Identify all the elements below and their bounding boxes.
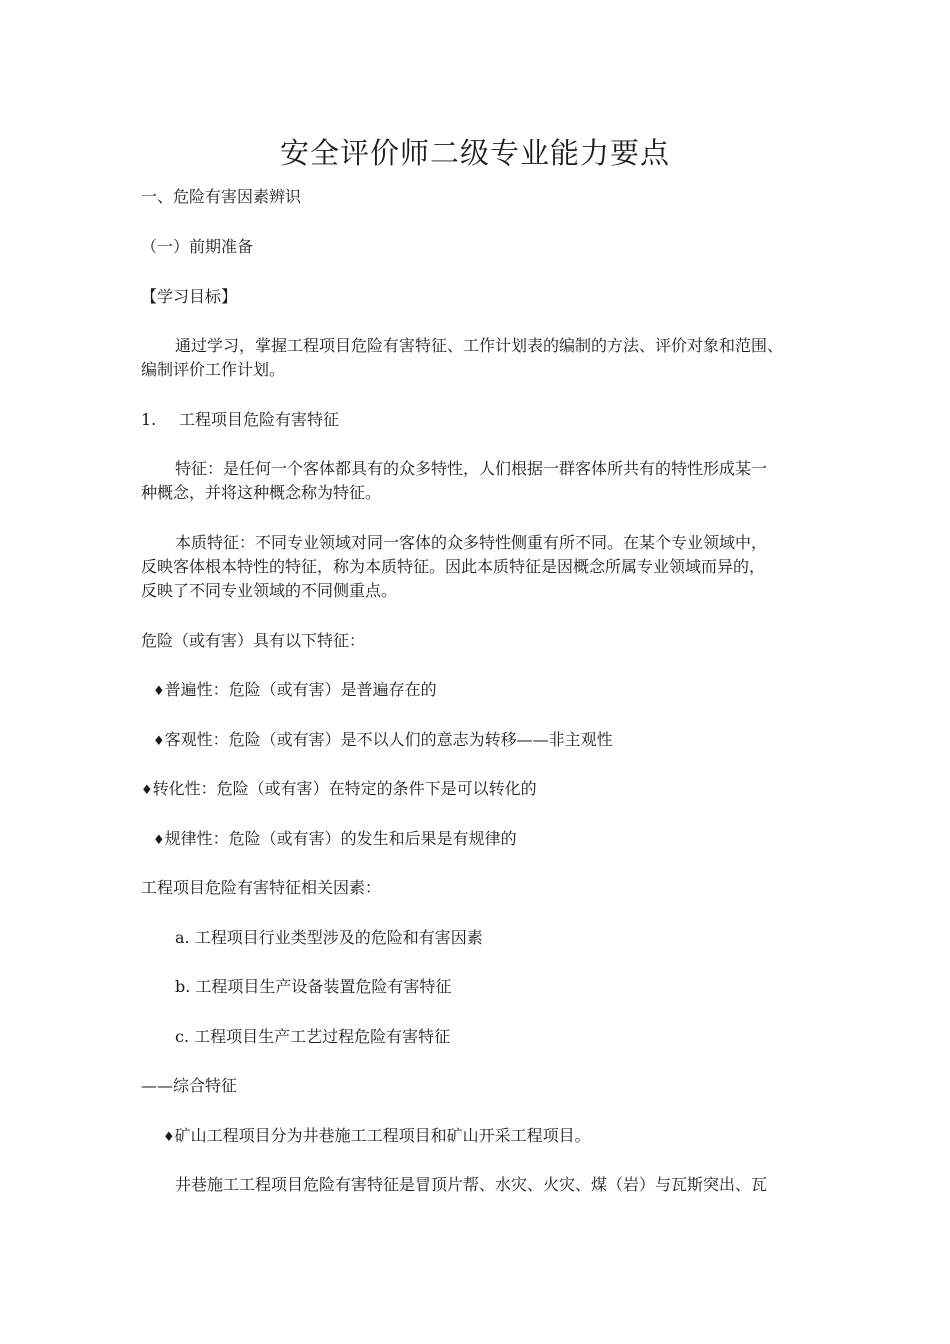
composite-feature: ——综合特征: [141, 1076, 238, 1095]
essential-feature-line-1: 本质特征：不同专业领域对同一客体的众多特性侧重有所不同。在某个专业领域中，: [175, 533, 768, 552]
factor-label: c.: [175, 1027, 190, 1046]
diamond-bullet-icon: ♦: [163, 1130, 175, 1145]
factor-text: 工程项目生产工艺过程危险有害特征: [194, 1027, 451, 1046]
bullet-text: 规律性：危险（或有害）的发生和后果是有规律的: [164, 829, 517, 848]
section-heading: 一、危险有害因素辨识: [141, 187, 302, 206]
objective-text-line-1: 通过学习，掌握工程项目危险有害特征、工作计划表的编制的方法、评价对象和范围、: [175, 336, 784, 355]
subsection-heading: （一）前期准备: [141, 237, 254, 256]
essential-feature-line-2: 反映客体根本特性的特征，称为本质特征。因此本质特征是因概念所属专业领域而异的，: [141, 557, 766, 576]
factor-text: 工程项目行业类型涉及的危险和有害因素: [194, 928, 483, 947]
bullet-text: 转化性：危险（或有害）在特定的条件下是可以转化的: [152, 779, 537, 798]
factor-label: b.: [175, 977, 191, 996]
factor-text: 工程项目生产设备装置危险有害特征: [195, 977, 452, 996]
diamond-bullet-icon: ♦: [153, 734, 165, 749]
factor-label: a.: [175, 928, 190, 947]
essential-feature-line-3: 反映了不同专业领域的不同侧重点。: [141, 581, 398, 600]
bullet-item: [141, 777, 537, 803]
feature-definition-line-2: 种概念，并将这种概念称为特征。: [141, 483, 382, 502]
bullet-text: 普遍性：危险（或有害）是普遍存在的: [164, 680, 437, 699]
factor-item: [175, 975, 451, 999]
item-heading: [141, 408, 339, 432]
bullet-text: 客观性：危险（或有害）是不以人们的意志为转移——非主观性: [164, 730, 613, 749]
feature-definition-line-1: 特征：是任何一个客体都具有的众多特性，人们根据一群客体所共有的特性形成某一: [175, 459, 768, 478]
mine-bullet-item: [163, 1124, 591, 1150]
bullet-item: [153, 728, 613, 754]
objective-heading: 【学习目标】: [141, 287, 238, 306]
bullet-item: [153, 827, 517, 853]
diamond-bullet-icon: ♦: [153, 684, 165, 699]
diamond-bullet-icon: ♦: [141, 783, 153, 798]
danger-features-intro: 危险（或有害）具有以下特征：: [141, 631, 366, 650]
item-title: 工程项目危险有害特征: [179, 410, 340, 429]
factor-item: [175, 1025, 450, 1049]
related-factors-intro: 工程项目危险有害特征相关因素：: [141, 878, 382, 897]
diamond-bullet-icon: ♦: [153, 833, 165, 848]
page-title: 安全评价师二级专业能力要点: [279, 136, 670, 170]
objective-text-line-2: 编制评价工作计划。: [141, 360, 286, 379]
shaft-text-line-1: 井巷施工工程项目危险有害特征是冒顶片帮、水灾、火灾、煤（岩）与瓦斯突出、瓦: [175, 1175, 768, 1194]
factor-item: [175, 926, 483, 950]
item-number: 1.: [141, 410, 157, 429]
bullet-text: 矿山工程项目分为井巷施工工程项目和矿山开采工程项目。: [174, 1126, 591, 1145]
bullet-item: [153, 678, 437, 704]
